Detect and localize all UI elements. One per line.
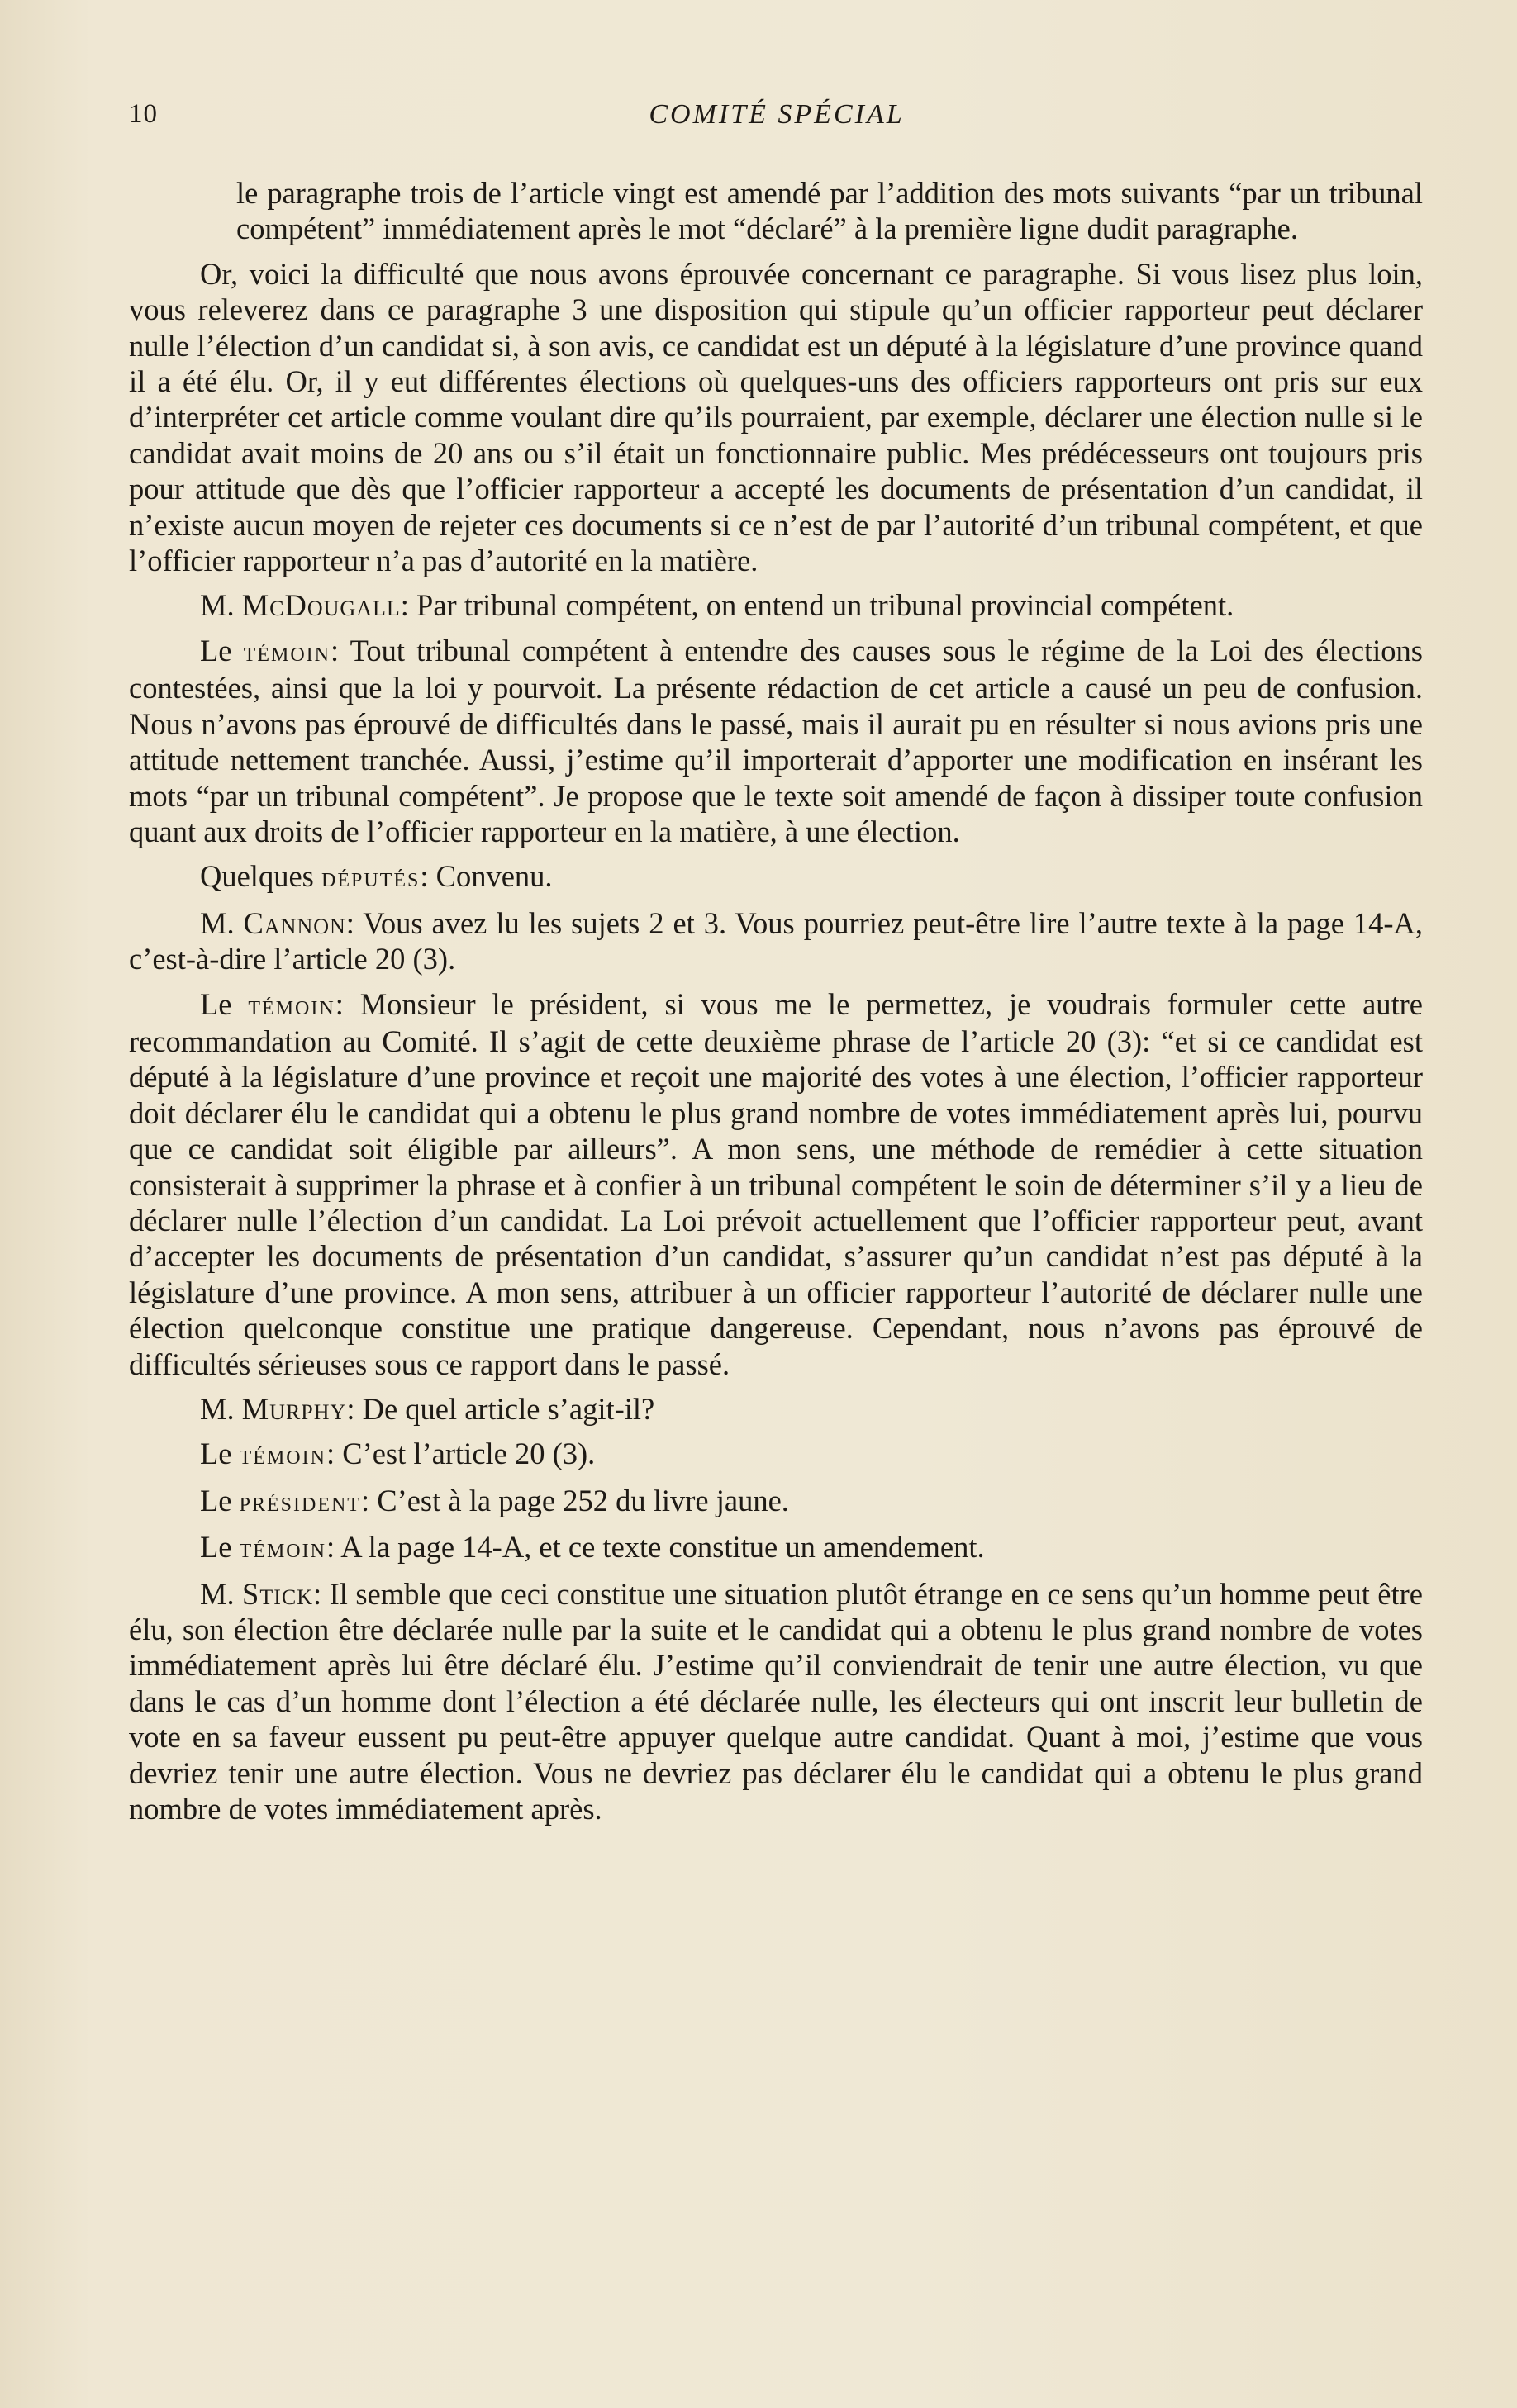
page-number: 10 bbox=[129, 99, 158, 129]
speech-paragraph bbox=[129, 1483, 1423, 1520]
speech-text: : A la page 14-A, et ce texte constitue un amendement. bbox=[326, 1530, 985, 1565]
speech-paragraph bbox=[129, 1529, 1423, 1566]
speech-text: : De quel article s’agit-il? bbox=[346, 1392, 655, 1426]
speaker-name: témoin bbox=[239, 1533, 326, 1565]
speech-text: : C’est l’article 20 (3). bbox=[326, 1437, 596, 1471]
speech-paragraph bbox=[129, 858, 1423, 895]
speech-text: : Tout tribunal compétent à entendre des causes sous le régime de la Loi des élections contestées, ainsi que la loi y pourvoit. La présente rédaction de cet article a causé un peu de confusion. Nous n’avons pas éprouvé de difficultés dans le passé, mais il aurait pu en résulter si nous avions pris une attitude nettement tranchée. Aussi, j’estime qu’il importerait d’apporter une modification en insérant les mots “par un tribunal compétent”. Je propose que le texte soit amendé de façon à dissiper toute confusion quant aux droits de l’officier rapporteur en la matière, à une élection. bbox=[129, 633, 1424, 848]
speech-paragraph bbox=[129, 633, 1423, 849]
running-head: COMITÉ SPÉCIAL bbox=[649, 99, 905, 130]
speaker-prefix: Le bbox=[200, 1530, 232, 1565]
speech-text: : Par tribunal compétent, on entend un tribunal provincial compétent. bbox=[400, 588, 1234, 623]
speech-text: : Convenu. bbox=[420, 859, 553, 894]
speech-paragraph bbox=[129, 587, 1423, 623]
speech-text: : Il semble que ceci constitue une situation plutôt étrange en ce sens qu’un homme peut être élu, son élection être déclarée nulle par la suite et le candidat qui a obtenu le plus grand nombre de votes immédiatement après lui être déclaré élu. J’estime qu’il conviendrait de tenir une autre élection, vu que dans le cas d’un homme dont l’élection a été déclarée nulle, les électeurs qui ont inscrit leur bulletin de vote en sa faveur eussent pu peut-être appuyer quelque autre candidat. Quant à moi, j’estime que vous devriez tenir une autre élection. Vous ne devriez pas déclarer élu le candidat qui a obtenu le plus grand nombre de votes immédiatement après. bbox=[129, 1576, 1424, 1826]
speaker-prefix: Quelques bbox=[200, 859, 314, 894]
speaker-prefix: M. bbox=[200, 588, 235, 623]
speech-text: : C’est à la page 252 du livre jaune. bbox=[360, 1483, 789, 1517]
speaker-prefix: M. bbox=[200, 1576, 235, 1611]
speaker-name: témoin bbox=[248, 990, 335, 1021]
speech-paragraph bbox=[129, 905, 1423, 977]
speech-paragraph bbox=[129, 986, 1423, 1382]
quoted-amendment: le paragraphe trois de l’article vingt est amendé par l’addition des mots suivants “par un tribunal compétent” immédiatement après le mot “déclaré” à la première ligne dudit paragraphe. bbox=[236, 176, 1423, 246]
speaker-name: président bbox=[239, 1486, 361, 1517]
speaker-prefix: Le bbox=[200, 1483, 232, 1517]
paragraph: Or, voici la difficulté que nous avons éprouvée concernant ce paragraphe. Si vous lisez plus loin, vous releverez dans ce paragraphe 3 une disposition qui stipule qu’un officier rapporteur peut déclarer nulle l’élection d’un candidat si, à son avis, ce candidat est un député à la législature d’une province quand il a été élu. Or, il y eut différentes élections où quelques-uns des officiers rapporteurs ont pris sur eux d’interpréter cet article comme voulant dire qu’ils pourraient, par exemple, déclarer une élection nulle si le candidat avait moins de 20 ans ou s’il était un fonctionnaire public. Mes prédécesseurs ont toujours pris pour attitude que dès que l’officier rapporteur a accepté les documents de présentation d’un candidat, il n’existe aucun moyen de rejeter ces documents si ce n’est de par l’autorité d’un tribunal compétent, et que l’officier rapporteur n’a pas d’autorité en la matière. bbox=[129, 256, 1423, 578]
speaker-name: McDougall bbox=[241, 588, 401, 623]
speaker-name: députés bbox=[321, 862, 421, 894]
speaker-prefix: M. bbox=[200, 905, 235, 940]
speaker-prefix: Le bbox=[200, 633, 232, 667]
speaker-name: Murphy bbox=[241, 1392, 347, 1426]
speaker-name: témoin bbox=[239, 1440, 326, 1471]
speech-paragraph bbox=[129, 1391, 1423, 1427]
speech-text: : Monsieur le président, si vous me le permettez, je voudrais formuler cette autre recommandation au Comité. Il s’agit de cette deuxième phrase de l’article 20 (3): “et si ce candidat est député à la législature d’une province et reçoit une majorité des votes à une élection, l’officier rapporteur doit déclarer élu le candidat qui a obtenu le plus grand nombre de votes immédiatement après lui, pourvu que ce candidat soit éligible par ailleurs”. A mon sens, une méthode de remédier à cette situation consisterait à supprimer la phrase et à confier à un tribunal compétent le soin de déterminer s’il y a lieu de déclarer nulle l’élection d’un candidat. La Loi prévoit actuellement que l’officier rapporteur peut, avant d’accepter les documents de présentation d’un candidat, s’assurer qu’un candidat n’est pas député à la législature d’une province. A mon sens, attribuer à un officier rapporteur l’autorité de déclarer nulle une élection quelconque constitue une pratique dangereuse. Cependant, nous n’avons pas éprouvé de difficultés sérieuses sous ce rapport dans le passé. bbox=[129, 986, 1424, 1381]
speaker-prefix: Le bbox=[200, 1437, 232, 1471]
page-header bbox=[129, 99, 1424, 140]
speaker-name: témoin bbox=[243, 636, 331, 667]
speech-paragraph bbox=[129, 1576, 1423, 1827]
speech-text: : Vous avez lu les sujets 2 et 3. Vous pourriez peut-être lire l’autre texte à la page 14-A, c’est-à-dire l’article 20 (3). bbox=[129, 905, 1423, 976]
document-body bbox=[129, 175, 1423, 1836]
speaker-name: Stick bbox=[242, 1576, 314, 1611]
speech-paragraph bbox=[129, 1436, 1423, 1473]
speaker-prefix: M. bbox=[200, 1392, 235, 1426]
speaker-name: Cannon bbox=[243, 905, 346, 940]
speaker-prefix: Le bbox=[200, 986, 232, 1021]
